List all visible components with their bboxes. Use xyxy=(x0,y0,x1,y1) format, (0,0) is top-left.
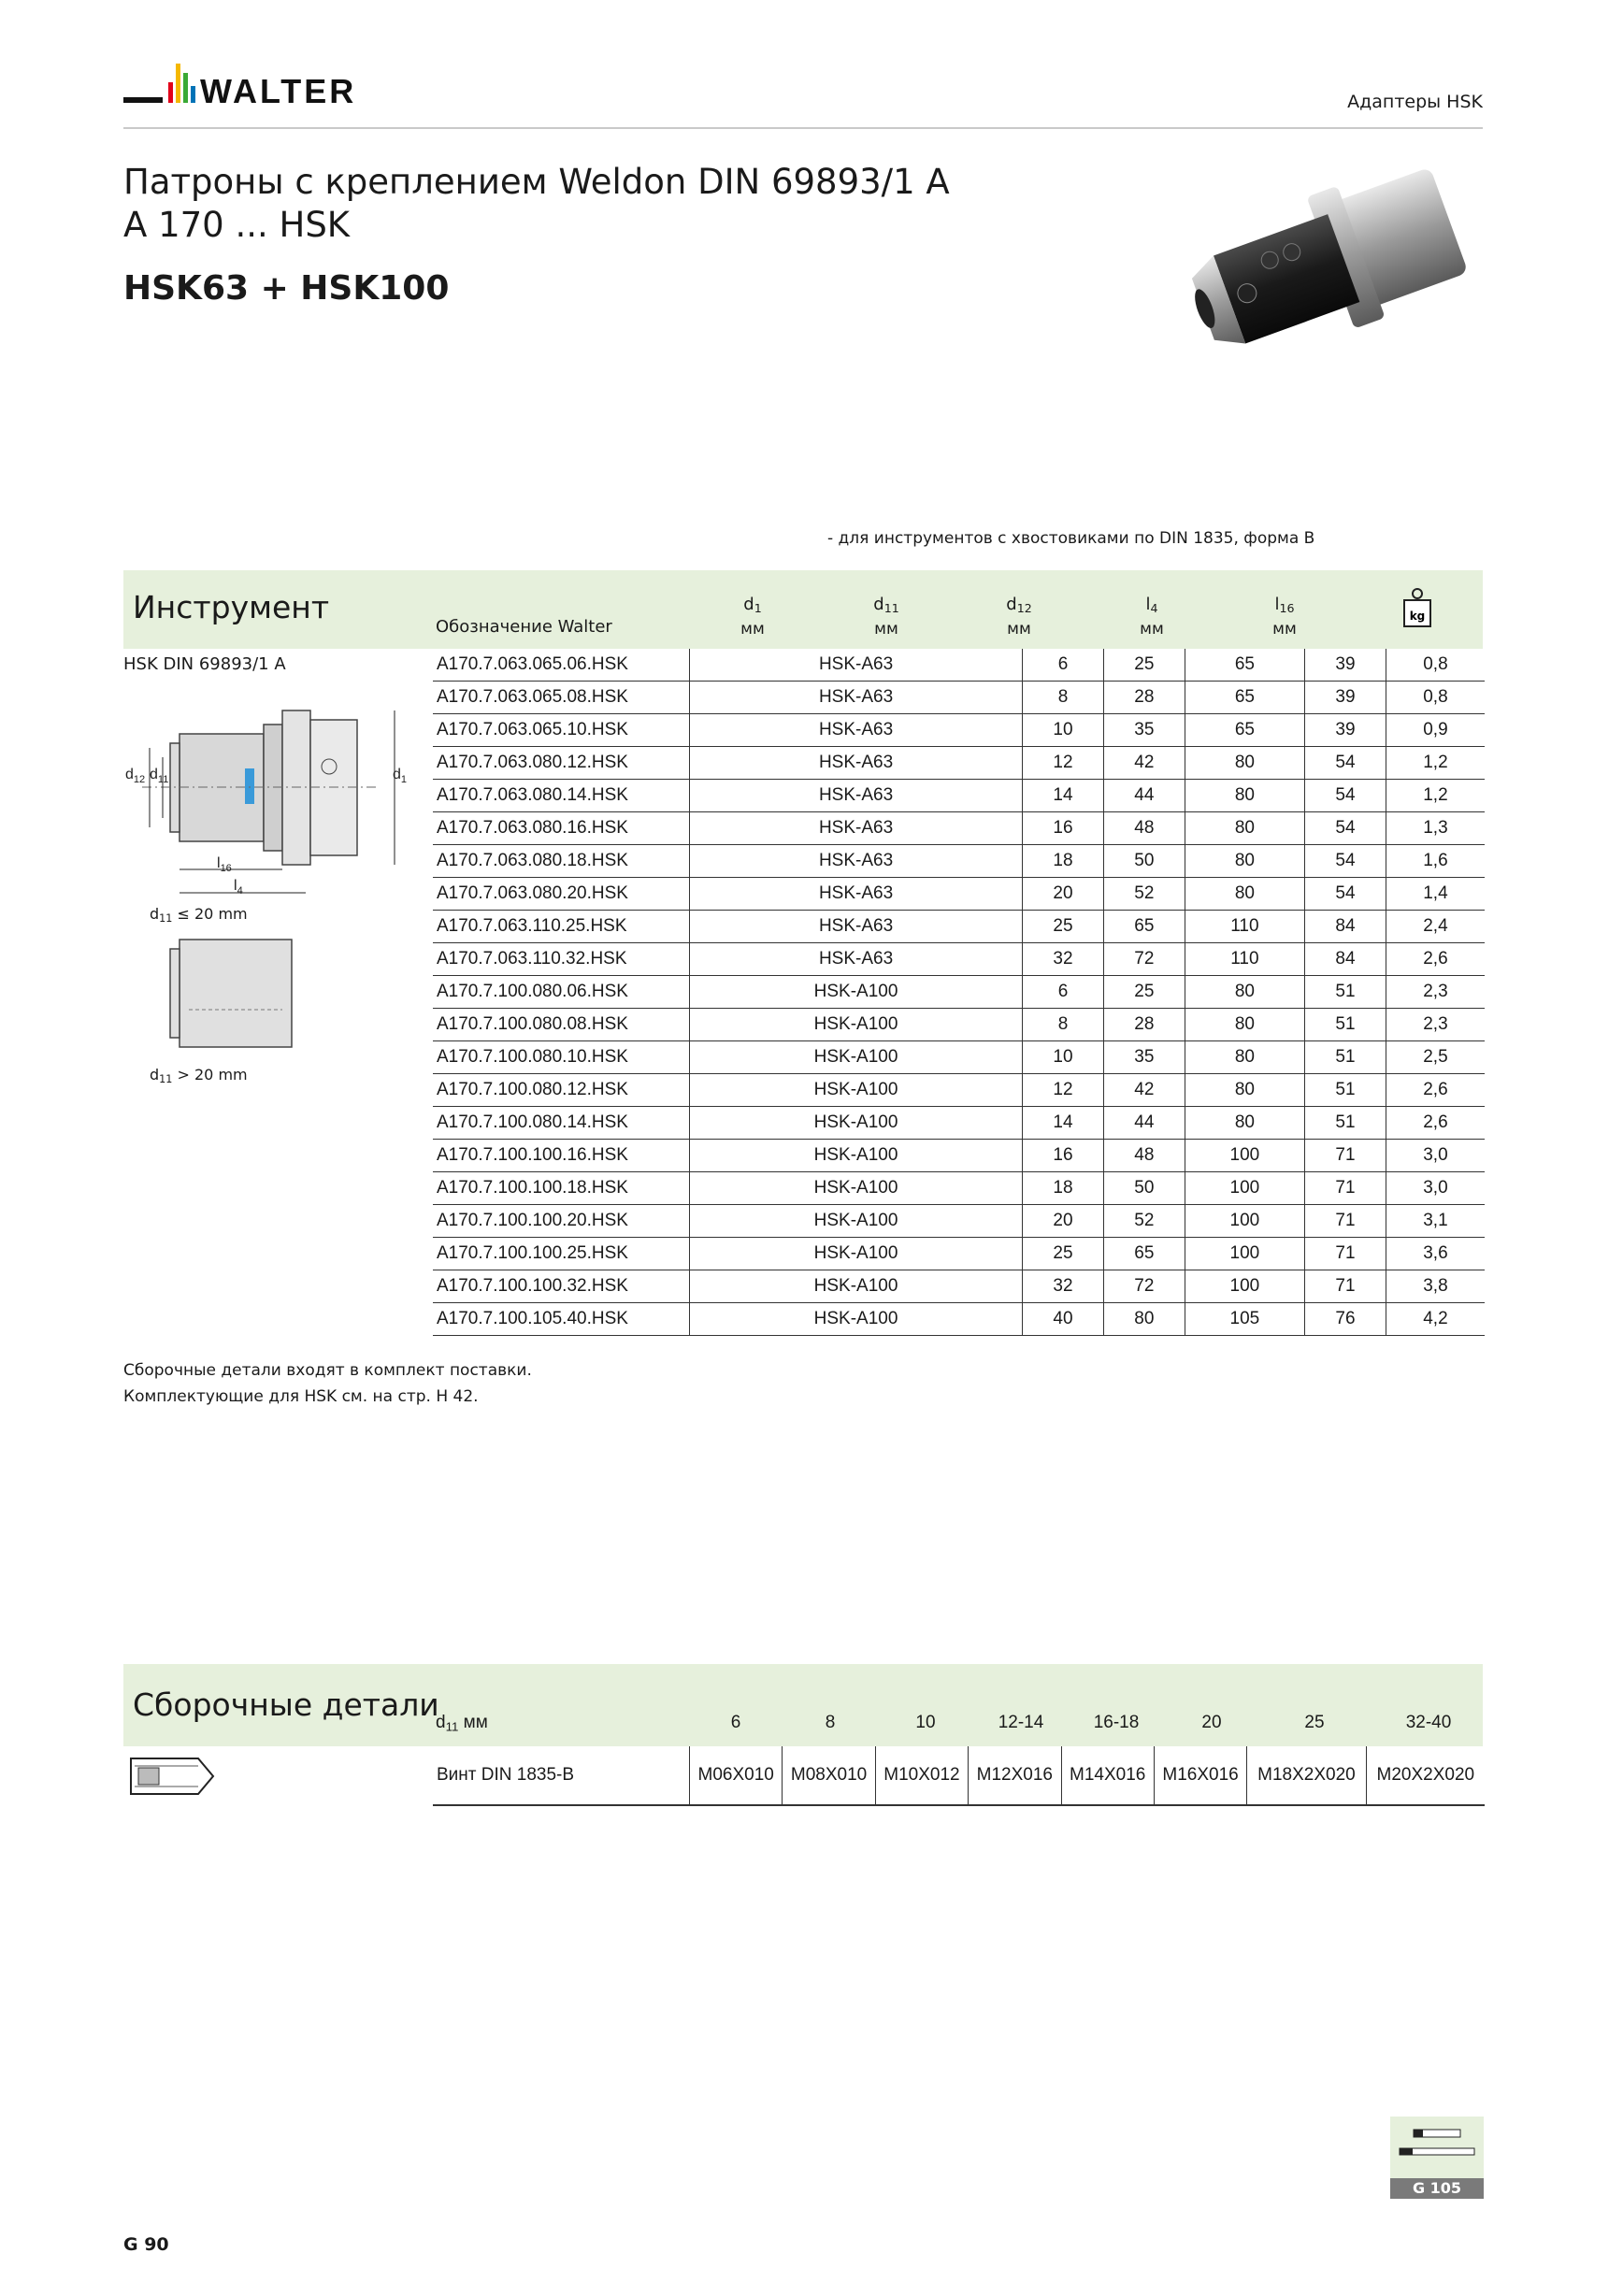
table-cell: 105 xyxy=(1185,1303,1304,1336)
column-header-code: Обозначение Walter xyxy=(436,617,612,637)
product-code-cell: A170.7.063.080.20.HSK xyxy=(433,878,690,911)
table-cell: 42 xyxy=(1103,1074,1185,1107)
table-cell: 80 xyxy=(1185,812,1304,845)
table-cell: 80 xyxy=(1185,1041,1304,1074)
table-cell: 39 xyxy=(1305,649,1386,682)
product-code-cell: A170.7.100.100.32.HSK xyxy=(433,1270,690,1303)
table-cell: 71 xyxy=(1305,1205,1386,1238)
table-cell: 80 xyxy=(1185,747,1304,780)
table-cell: 44 xyxy=(1103,1107,1185,1140)
table-cell: HSK-A63 xyxy=(690,747,1023,780)
table-cell: 52 xyxy=(1103,1205,1185,1238)
table-cell: 3,8 xyxy=(1386,1270,1485,1303)
walter-logo xyxy=(123,60,404,125)
table-cell: 51 xyxy=(1305,1009,1386,1041)
table-cell: 80 xyxy=(1185,878,1304,911)
table-cell: HSK-A63 xyxy=(690,714,1023,747)
table-cell: 8 xyxy=(1023,1009,1104,1041)
table-cell: 71 xyxy=(1305,1140,1386,1172)
table-cell: 6 xyxy=(1023,649,1104,682)
table-cell: 2,5 xyxy=(1386,1041,1485,1074)
table-row xyxy=(433,1009,1485,1041)
table-cell: 25 xyxy=(1023,911,1104,943)
assembly-size: 16-18 xyxy=(1093,1713,1140,1732)
product-code-cell: A170.7.100.080.12.HSK xyxy=(433,1074,690,1107)
assembly-table xyxy=(433,1746,1485,1806)
table-cell: 20 xyxy=(1023,878,1104,911)
table-cell: 65 xyxy=(1185,714,1304,747)
product-code-cell: A170.7.100.080.14.HSK xyxy=(433,1107,690,1140)
table-cell: 50 xyxy=(1103,1172,1185,1205)
table-row xyxy=(433,976,1485,1009)
table-cell: M14X016 xyxy=(1061,1746,1154,1805)
column-header-l4: $l_4$ мм xyxy=(1140,595,1164,639)
table-row xyxy=(433,747,1485,780)
table-cell: 100 xyxy=(1185,1172,1304,1205)
table-cell: HSK-A63 xyxy=(690,878,1023,911)
table-row xyxy=(433,682,1485,714)
table-cell: HSK-A63 xyxy=(690,649,1023,682)
table-cell: 42 xyxy=(1103,747,1185,780)
table-cell: 100 xyxy=(1185,1140,1304,1172)
table-cell: M06X010 xyxy=(690,1746,783,1805)
table-cell: 51 xyxy=(1305,1074,1386,1107)
table-cell: 80 xyxy=(1185,1107,1304,1140)
table-cell: 110 xyxy=(1185,911,1304,943)
table-cell: 100 xyxy=(1185,1205,1304,1238)
page-ref-icon-box[interactable] xyxy=(1390,2117,1484,2178)
assembly-size: 8 xyxy=(825,1713,836,1732)
table-cell: 14 xyxy=(1023,780,1104,812)
weight-icon xyxy=(1400,587,1434,634)
table-cell: 2,6 xyxy=(1386,943,1485,976)
table-cell: 80 xyxy=(1185,976,1304,1009)
table-cell: 65 xyxy=(1185,682,1304,714)
table-cell: 8 xyxy=(1023,682,1104,714)
table-cell: HSK-A63 xyxy=(690,780,1023,812)
table-row xyxy=(433,1140,1485,1172)
svg-text:kg: kg xyxy=(1409,610,1426,623)
table-cell: 72 xyxy=(1103,943,1185,976)
table-row xyxy=(433,878,1485,911)
table-row xyxy=(433,780,1485,812)
table-row xyxy=(433,911,1485,943)
table-cell: 32 xyxy=(1023,943,1104,976)
page-title: Патроны с креплением Weldon DIN 69893/1 A xyxy=(123,162,950,202)
table-cell: 71 xyxy=(1305,1172,1386,1205)
product-code-cell: A170.7.100.105.40.HSK xyxy=(433,1303,690,1336)
table-cell: 51 xyxy=(1305,1041,1386,1074)
table-cell: 48 xyxy=(1103,812,1185,845)
table-cell: 3,0 xyxy=(1386,1140,1485,1172)
table-cell: 4,2 xyxy=(1386,1303,1485,1336)
table-cell: 28 xyxy=(1103,1009,1185,1041)
table-row xyxy=(433,812,1485,845)
page-title-line2: A 170 ... HSK xyxy=(123,205,351,245)
table-cell: 6 xyxy=(1023,976,1104,1009)
table-cell: 16 xyxy=(1023,1140,1104,1172)
technical-drawing xyxy=(123,682,423,1079)
table-row xyxy=(433,1107,1485,1140)
table-cell: 20 xyxy=(1023,1205,1104,1238)
table-cell: 35 xyxy=(1103,1041,1185,1074)
table-cell: 3,1 xyxy=(1386,1205,1485,1238)
assembly-size: 20 xyxy=(1201,1713,1222,1732)
column-header-l16: $l_{16}$ мм xyxy=(1272,595,1297,639)
table-row xyxy=(433,845,1485,878)
product-code-cell: A170.7.063.080.18.HSK xyxy=(433,845,690,878)
table-cell: 80 xyxy=(1185,1074,1304,1107)
table-cell: HSK-A63 xyxy=(690,812,1023,845)
table-row xyxy=(433,649,1485,682)
table-cell: 2,3 xyxy=(1386,1009,1485,1041)
svg-text:d1: $d_1$ xyxy=(393,767,408,785)
page-ref-link[interactable]: G 105 xyxy=(1390,2178,1484,2199)
product-code-cell: A170.7.100.080.10.HSK xyxy=(433,1041,690,1074)
table-cell: 1,3 xyxy=(1386,812,1485,845)
page-subtitle: HSK63 + HSK100 xyxy=(123,269,450,308)
table-row xyxy=(433,1172,1485,1205)
section-label: Адаптеры HSK xyxy=(1347,92,1483,112)
table-cell: 65 xyxy=(1103,1238,1185,1270)
table-cell: 35 xyxy=(1103,714,1185,747)
table-cell: HSK-A100 xyxy=(690,1238,1023,1270)
table-row xyxy=(433,1746,1485,1805)
table-cell: 54 xyxy=(1305,747,1386,780)
table-cell: HSK-A100 xyxy=(690,1140,1023,1172)
table-cell: 3,6 xyxy=(1386,1238,1485,1270)
table-cell: 65 xyxy=(1103,911,1185,943)
table-cell: 2,3 xyxy=(1386,976,1485,1009)
table-cell: 0,9 xyxy=(1386,714,1485,747)
table-cell: 84 xyxy=(1305,943,1386,976)
table-cell: 71 xyxy=(1305,1238,1386,1270)
product-code-cell: A170.7.063.080.12.HSK xyxy=(433,747,690,780)
table-cell: 54 xyxy=(1305,878,1386,911)
table-cell: 44 xyxy=(1103,780,1185,812)
table-row xyxy=(433,1074,1485,1107)
table-cell: 1,2 xyxy=(1386,780,1485,812)
table-cell: 1,2 xyxy=(1386,747,1485,780)
assembly-size: 6 xyxy=(730,1713,741,1732)
table-cell: 2,6 xyxy=(1386,1107,1485,1140)
assembly-size: 32-40 xyxy=(1405,1713,1452,1732)
drawing-caption-gt: $d_{11} > 20$ mm xyxy=(150,1066,248,1085)
product-code-cell: A170.7.063.065.06.HSK xyxy=(433,649,690,682)
table-cell: 1,4 xyxy=(1386,878,1485,911)
table-cell: 100 xyxy=(1185,1238,1304,1270)
screw-icon xyxy=(123,1753,217,1803)
instrument-section-title: Инструмент xyxy=(133,589,330,625)
table-cell: M20X2X020 xyxy=(1366,1746,1485,1805)
assembly-column-label: $d_{11}$ мм xyxy=(436,1713,488,1734)
table-cell: 51 xyxy=(1305,1107,1386,1140)
product-code-cell: A170.7.100.100.25.HSK xyxy=(433,1238,690,1270)
table-cell: 18 xyxy=(1023,845,1104,878)
table-cell: 39 xyxy=(1305,714,1386,747)
usage-note: - для инструментов с хвостовиками по DIN 1835, форма B xyxy=(827,529,1315,548)
table-cell: 25 xyxy=(1103,649,1185,682)
product-code-cell: A170.7.063.110.25.HSK xyxy=(433,911,690,943)
product-code-cell: A170.7.100.080.08.HSK xyxy=(433,1009,690,1041)
table-cell: HSK-A100 xyxy=(690,1205,1023,1238)
page-number: G 90 xyxy=(123,2234,169,2255)
product-code-cell: A170.7.063.065.08.HSK xyxy=(433,682,690,714)
table-row xyxy=(433,1205,1485,1238)
table-cell: 10 xyxy=(1023,1041,1104,1074)
table-cell: 54 xyxy=(1305,845,1386,878)
table-row xyxy=(433,1303,1485,1336)
table-cell: 72 xyxy=(1103,1270,1185,1303)
table-cell: 25 xyxy=(1103,976,1185,1009)
table-cell: 18 xyxy=(1023,1172,1104,1205)
svg-text:d12: $d_{12}$ xyxy=(125,767,146,785)
table-cell: 2,4 xyxy=(1386,911,1485,943)
table-cell: 71 xyxy=(1305,1270,1386,1303)
table-cell: HSK-A100 xyxy=(690,976,1023,1009)
table-cell: M18X2X020 xyxy=(1247,1746,1366,1805)
table-cell: 52 xyxy=(1103,878,1185,911)
table-cell: 32 xyxy=(1023,1270,1104,1303)
table-cell: HSK-A100 xyxy=(690,1041,1023,1074)
table-cell: M08X010 xyxy=(783,1746,875,1805)
table-cell: 50 xyxy=(1103,845,1185,878)
footnote: Сборочные детали входят в комплект поставки. xyxy=(123,1361,532,1380)
table-cell: 76 xyxy=(1305,1303,1386,1336)
table-cell: 54 xyxy=(1305,780,1386,812)
table-cell: 51 xyxy=(1305,976,1386,1009)
table-cell: HSK-A63 xyxy=(690,845,1023,878)
header-rule xyxy=(123,127,1483,129)
table-cell: HSK-A100 xyxy=(690,1270,1023,1303)
product-code-cell: A170.7.063.065.10.HSK xyxy=(433,714,690,747)
table-cell: 80 xyxy=(1185,780,1304,812)
table-cell: 48 xyxy=(1103,1140,1185,1172)
table-cell: 2,6 xyxy=(1386,1074,1485,1107)
table-cell: 80 xyxy=(1185,845,1304,878)
product-code-cell: A170.7.100.080.06.HSK xyxy=(433,976,690,1009)
table-cell: 1,6 xyxy=(1386,845,1485,878)
table-cell: 39 xyxy=(1305,682,1386,714)
table-row xyxy=(433,943,1485,976)
table-cell: 10 xyxy=(1023,714,1104,747)
table-cell: 80 xyxy=(1103,1303,1185,1336)
instrument-table xyxy=(433,649,1485,1336)
hsk-type-label: HSK DIN 69893/1 A xyxy=(123,654,286,674)
table-cell: 28 xyxy=(1103,682,1185,714)
table-cell: 14 xyxy=(1023,1107,1104,1140)
product-photo xyxy=(1173,140,1501,421)
table-cell: 0,8 xyxy=(1386,649,1485,682)
svg-text:WALTER: WALTER xyxy=(200,72,357,110)
table-cell: 110 xyxy=(1185,943,1304,976)
svg-text:l16: $l_{16}$ xyxy=(217,855,232,874)
table-cell: 65 xyxy=(1185,649,1304,682)
table-row xyxy=(433,1238,1485,1270)
svg-text:l4: $l_4$ xyxy=(234,878,243,897)
table-cell: M12X016 xyxy=(969,1746,1061,1805)
table-cell: HSK-A100 xyxy=(690,1009,1023,1041)
table-cell: 12 xyxy=(1023,747,1104,780)
table-cell: 3,0 xyxy=(1386,1172,1485,1205)
table-cell: 100 xyxy=(1185,1270,1304,1303)
product-code-cell: A170.7.100.100.20.HSK xyxy=(433,1205,690,1238)
assembly-row-label: Винт DIN 1835-B xyxy=(433,1746,690,1805)
table-cell: 80 xyxy=(1185,1009,1304,1041)
table-cell: 0,8 xyxy=(1386,682,1485,714)
table-row xyxy=(433,714,1485,747)
assembly-section-title: Сборочные детали xyxy=(133,1686,439,1723)
product-code-cell: A170.7.100.100.16.HSK xyxy=(433,1140,690,1172)
drawing-caption-le: $d_{11} \le 20$ mm xyxy=(150,905,248,925)
column-header-d1: $d_1$ мм xyxy=(740,595,765,639)
table-cell: 16 xyxy=(1023,812,1104,845)
product-code-cell: A170.7.063.110.32.HSK xyxy=(433,943,690,976)
product-code-cell: A170.7.100.100.18.HSK xyxy=(433,1172,690,1205)
table-cell: 84 xyxy=(1305,911,1386,943)
table-cell: HSK-A100 xyxy=(690,1074,1023,1107)
table-cell: 40 xyxy=(1023,1303,1104,1336)
table-cell: 54 xyxy=(1305,812,1386,845)
table-cell: M10X012 xyxy=(875,1746,968,1805)
table-cell: HSK-A63 xyxy=(690,682,1023,714)
product-code-cell: A170.7.063.080.14.HSK xyxy=(433,780,690,812)
column-header-d11: $d_{11}$ мм xyxy=(873,595,899,639)
table-cell: 25 xyxy=(1023,1238,1104,1270)
svg-text:d11: $d_{11}$ xyxy=(150,767,169,785)
assembly-size: 10 xyxy=(915,1713,936,1732)
product-code-cell: A170.7.063.080.16.HSK xyxy=(433,812,690,845)
table-cell: HSK-A100 xyxy=(690,1107,1023,1140)
table-cell: M16X016 xyxy=(1154,1746,1246,1805)
table-cell: HSK-A63 xyxy=(690,943,1023,976)
footnote: Комплектующие для HSK см. на стр. H 42. xyxy=(123,1387,479,1406)
assembly-size: 12-14 xyxy=(998,1713,1044,1732)
table-cell: HSK-A100 xyxy=(690,1172,1023,1205)
table-cell: HSK-A100 xyxy=(690,1303,1023,1336)
table-row xyxy=(433,1041,1485,1074)
assembly-size: 25 xyxy=(1304,1713,1325,1732)
table-row xyxy=(433,1270,1485,1303)
table-cell: 12 xyxy=(1023,1074,1104,1107)
table-cell: HSK-A63 xyxy=(690,911,1023,943)
column-header-d12: $d_{12}$ мм xyxy=(1006,595,1032,639)
